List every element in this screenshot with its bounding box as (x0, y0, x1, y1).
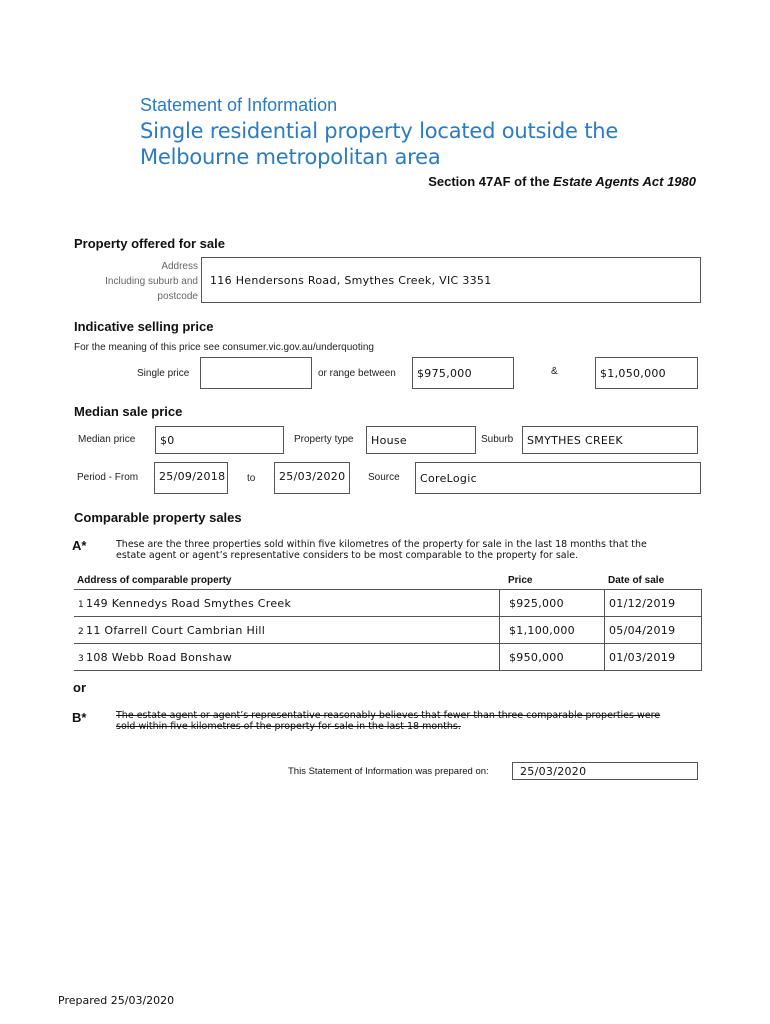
median-heading: Median sale price (74, 404, 183, 419)
table-row (74, 617, 702, 644)
col-address-header: Address of comparable property (77, 575, 232, 586)
table-row (74, 644, 702, 671)
table-row (74, 590, 702, 617)
document-subtitle (140, 118, 618, 170)
act-name: Estate Agents Act 1980 (553, 174, 696, 189)
option-a-marker: A* (72, 538, 87, 553)
comparable-heading: Comparable property sales (74, 510, 242, 525)
comparable-address-cell[interactable] (74, 590, 500, 617)
option-b-text-line-1: The estate agent or agent’s representative reasonably believes that fewer than three comparable properties were (116, 710, 661, 721)
comparable-price-cell[interactable]: $925,000 (500, 590, 605, 617)
address-label (80, 259, 198, 304)
section-reference (428, 174, 696, 189)
comparable-address: 11 Ofarrell Court Cambrian Hill (86, 623, 266, 637)
prepared-date-field[interactable]: 25/03/2020 (512, 762, 698, 780)
source-field[interactable]: CoreLogic (415, 462, 701, 494)
comparable-date-cell[interactable]: 01/12/2019 (605, 590, 702, 617)
subtitle-line-1: Single residential property located outside the (140, 119, 619, 143)
median-price-label: Median price (78, 434, 136, 445)
option-a-text-line-1: These are the three properties sold within five kilometres of the property for sale in the last 18 months that the (116, 539, 647, 550)
range-high-field[interactable]: $1,050,000 (595, 357, 698, 389)
comparable-sales-table (74, 589, 702, 671)
suburb-field[interactable]: SMYTHES CREEK (522, 426, 698, 454)
period-to-field[interactable]: 25/03/2020 (274, 462, 350, 494)
subtitle-line-2: Melbourne metropolitan area (140, 145, 441, 169)
address-label-line-2: Including suburb and (105, 276, 198, 287)
section-prefix: Section 47AF of the (428, 174, 554, 189)
or-label: or (73, 680, 86, 695)
comparable-address: 108 Webb Road Bonshaw (86, 650, 233, 664)
footer-prepared: Prepared 25/03/2020 (58, 994, 175, 1007)
range-ampersand: & (551, 366, 558, 377)
row-number: 1 (78, 599, 85, 610)
comparable-address-cell[interactable] (74, 644, 500, 671)
option-b-text-line-2: sold within five kilometres of the property for sale in the last 18 months. (116, 721, 461, 732)
source-label: Source (368, 472, 400, 483)
document-title: Statement of Information (140, 95, 338, 115)
period-from-field[interactable]: 25/09/2018 (154, 462, 228, 494)
comparable-address: 149 Kennedys Road Smythes Creek (86, 596, 292, 610)
row-number: 3 (78, 653, 85, 664)
range-low-field[interactable]: $975,000 (412, 357, 514, 389)
period-to-label: to (247, 473, 256, 484)
col-date-header: Date of sale (608, 575, 665, 586)
range-label: or range between (318, 368, 396, 379)
underquoting-note: For the meaning of this price see consumer.vic.gov.au/underquoting (74, 342, 374, 353)
col-price-header: Price (508, 575, 533, 586)
address-label-line-3: postcode (157, 291, 198, 302)
median-price-field[interactable]: $0 (155, 426, 284, 454)
property-type-field[interactable]: House (366, 426, 476, 454)
suburb-label: Suburb (481, 434, 514, 445)
single-price-field[interactable] (200, 357, 312, 389)
property-type-label: Property type (294, 434, 354, 445)
address-field[interactable]: 116 Hendersons Road, Smythes Creek, VIC 3351 (201, 257, 701, 303)
comparable-price-cell[interactable]: $1,100,000 (500, 617, 605, 644)
option-b-text (116, 710, 696, 732)
indicative-heading: Indicative selling price (74, 319, 214, 334)
option-a-text (116, 539, 696, 561)
comparable-date-cell[interactable]: 05/04/2019 (605, 617, 702, 644)
single-price-label: Single price (137, 368, 190, 379)
prepared-on-label: This Statement of Information was prepared on: (288, 766, 489, 777)
row-number: 2 (78, 626, 85, 637)
property-heading: Property offered for sale (74, 236, 225, 251)
option-a-text-line-2: estate agent or agent’s representative considers to be most comparable to the property for sale. (116, 550, 579, 561)
comparable-price-cell[interactable]: $950,000 (500, 644, 605, 671)
period-from-label: Period - From (77, 472, 139, 483)
comparable-address-cell[interactable] (74, 617, 500, 644)
comparable-date-cell[interactable]: 01/03/2019 (605, 644, 702, 671)
address-label-line-1: Address (161, 261, 198, 272)
option-b-marker: B* (72, 710, 87, 725)
